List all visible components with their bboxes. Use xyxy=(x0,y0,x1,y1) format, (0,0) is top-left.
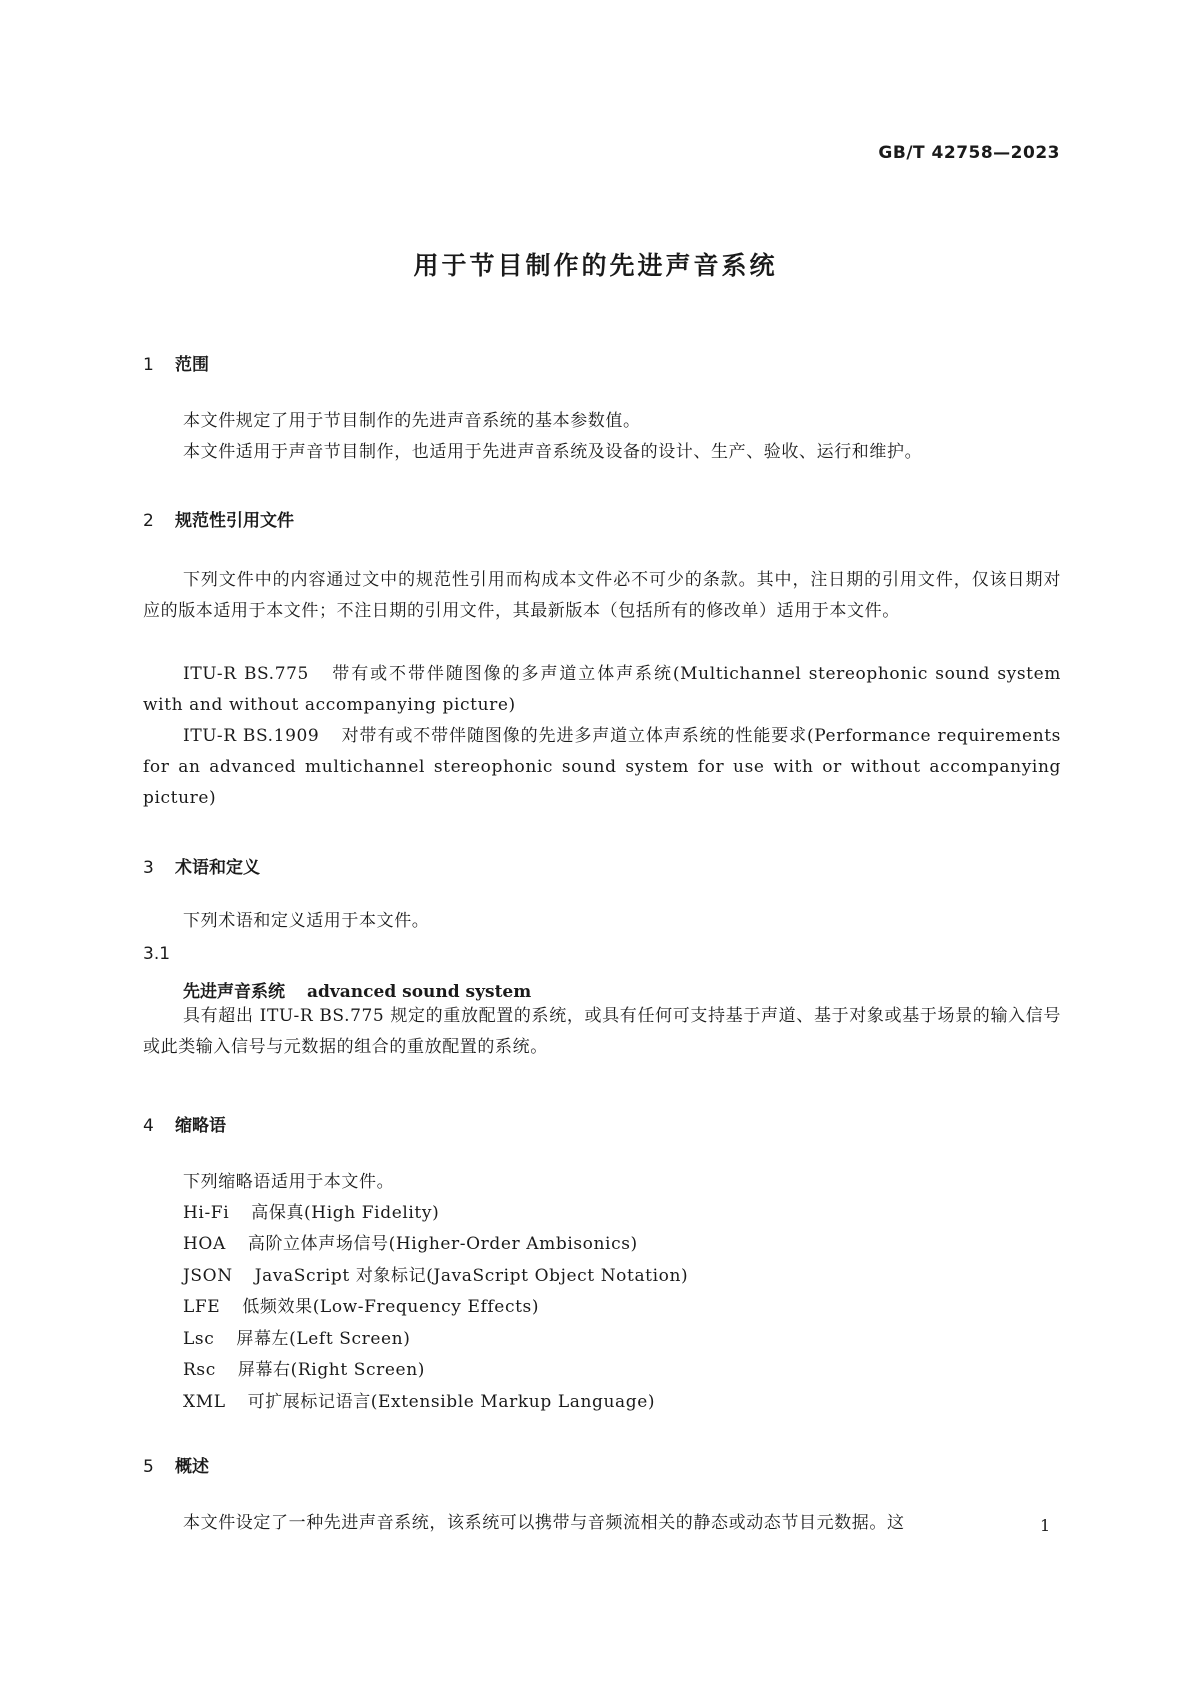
abbreviation-meaning: JavaScript 对象标记(JavaScript Object Notation) xyxy=(254,1266,689,1286)
section-title: 术语和定义 xyxy=(175,858,260,878)
section-title: 概述 xyxy=(175,1457,209,1477)
term-name xyxy=(183,977,531,1002)
abbreviation-entry xyxy=(183,1229,638,1260)
abbreviation: HOA xyxy=(183,1234,226,1254)
reference-entry xyxy=(143,659,1061,721)
abbreviation: XML xyxy=(183,1392,226,1412)
section-number: 5 xyxy=(143,1457,154,1477)
term-zh: 先进声音系统 xyxy=(183,982,285,1002)
abbreviation-meaning: 屏幕右(Right Screen) xyxy=(237,1360,425,1380)
abbreviation: Rsc xyxy=(183,1360,216,1380)
paragraph: 本文件规定了用于节目制作的先进声音系统的基本参数值。 xyxy=(183,411,641,431)
reference-code: ITU-R BS.775 xyxy=(183,664,309,684)
paragraph: 本文件设定了一种先进声音系统，该系统可以携带与音频流相关的静态或动态节目元数据。这 xyxy=(183,1513,905,1533)
reference-title: 带有或不带伴随图像的多声道立体声系统(Multichannel stereophonic sound system with and without accompanying picture) xyxy=(143,664,1061,715)
section-number: 3 xyxy=(143,858,154,878)
abbreviation: Hi-Fi xyxy=(183,1203,230,1223)
reference-title: 对带有或不带伴随图像的先进多声道立体声系统的性能要求(Performance requirements for an advanced multichannel stereophonic sound system for use with or without accompanying picture) xyxy=(143,726,1062,808)
abbreviation-entry xyxy=(183,1261,688,1292)
abbreviation-meaning: 可扩展标记语言(Extensible Markup Language) xyxy=(247,1392,656,1412)
page-number: 1 xyxy=(1040,1516,1051,1535)
section-number: 2 xyxy=(143,511,154,531)
paragraph: 下列术语和定义适用于本文件。 xyxy=(183,911,430,931)
section-title: 范围 xyxy=(175,355,209,375)
document-title: 用于节目制作的先进声音系统 xyxy=(413,251,778,280)
abbreviation-meaning: 屏幕左(Left Screen) xyxy=(236,1329,411,1349)
section-1-heading xyxy=(143,350,209,375)
abbreviation-entry xyxy=(183,1355,425,1386)
abbreviation-entry xyxy=(183,1387,655,1418)
abbreviation-meaning: 高保真(High Fidelity) xyxy=(251,1203,440,1223)
section-title: 缩略语 xyxy=(175,1116,226,1136)
paragraph: 下列缩略语适用于本文件。 xyxy=(183,1172,395,1192)
abbreviation: LFE xyxy=(183,1297,221,1317)
abbreviation: Lsc xyxy=(183,1329,215,1349)
abbreviation-meaning: 高阶立体声场信号(Higher-Order Ambisonics) xyxy=(247,1234,638,1254)
paragraph: 下列文件中的内容通过文中的规范性引用而构成本文件必不可少的条款。其中，注日期的引用文件，仅该日期对应的版本适用于本文件；不注日期的引用文件，其最新版本（包括所有的修改单）适用于本文件。 xyxy=(143,570,1061,621)
term-definition: 具有超出 ITU-R BS.775 规定的重放配置的系统，或具有任何可支持基于声道、基于对象或基于场景的输入信号或此类输入信号与元数据的组合的重放配置的系统。 xyxy=(143,1006,1061,1057)
section-4-heading xyxy=(143,1111,226,1136)
abbreviation-entry xyxy=(183,1324,410,1355)
section-title: 规范性引用文件 xyxy=(175,511,294,531)
section-2-heading xyxy=(143,506,294,531)
reference-entry xyxy=(143,721,1061,814)
section-number: 4 xyxy=(143,1116,154,1136)
abbreviation: JSON xyxy=(183,1266,233,1286)
term-en: advanced sound system xyxy=(307,982,532,1002)
abbreviation-meaning: 低频效果(Low-Frequency Effects) xyxy=(242,1297,540,1317)
section-3-heading xyxy=(143,853,260,878)
term-number: 3.1 xyxy=(143,944,171,964)
section-5-heading xyxy=(143,1452,209,1477)
paragraph: 本文件适用于声音节目制作，也适用于先进声音系统及设备的设计、生产、验收、运行和维护。 xyxy=(183,442,923,462)
standard-number: GB/T 42758—2023 xyxy=(878,143,1060,163)
section-number: 1 xyxy=(143,355,154,375)
abbreviation-entry xyxy=(183,1292,539,1323)
reference-code: ITU-R BS.1909 xyxy=(183,726,320,746)
abbreviation-entry xyxy=(183,1198,439,1229)
